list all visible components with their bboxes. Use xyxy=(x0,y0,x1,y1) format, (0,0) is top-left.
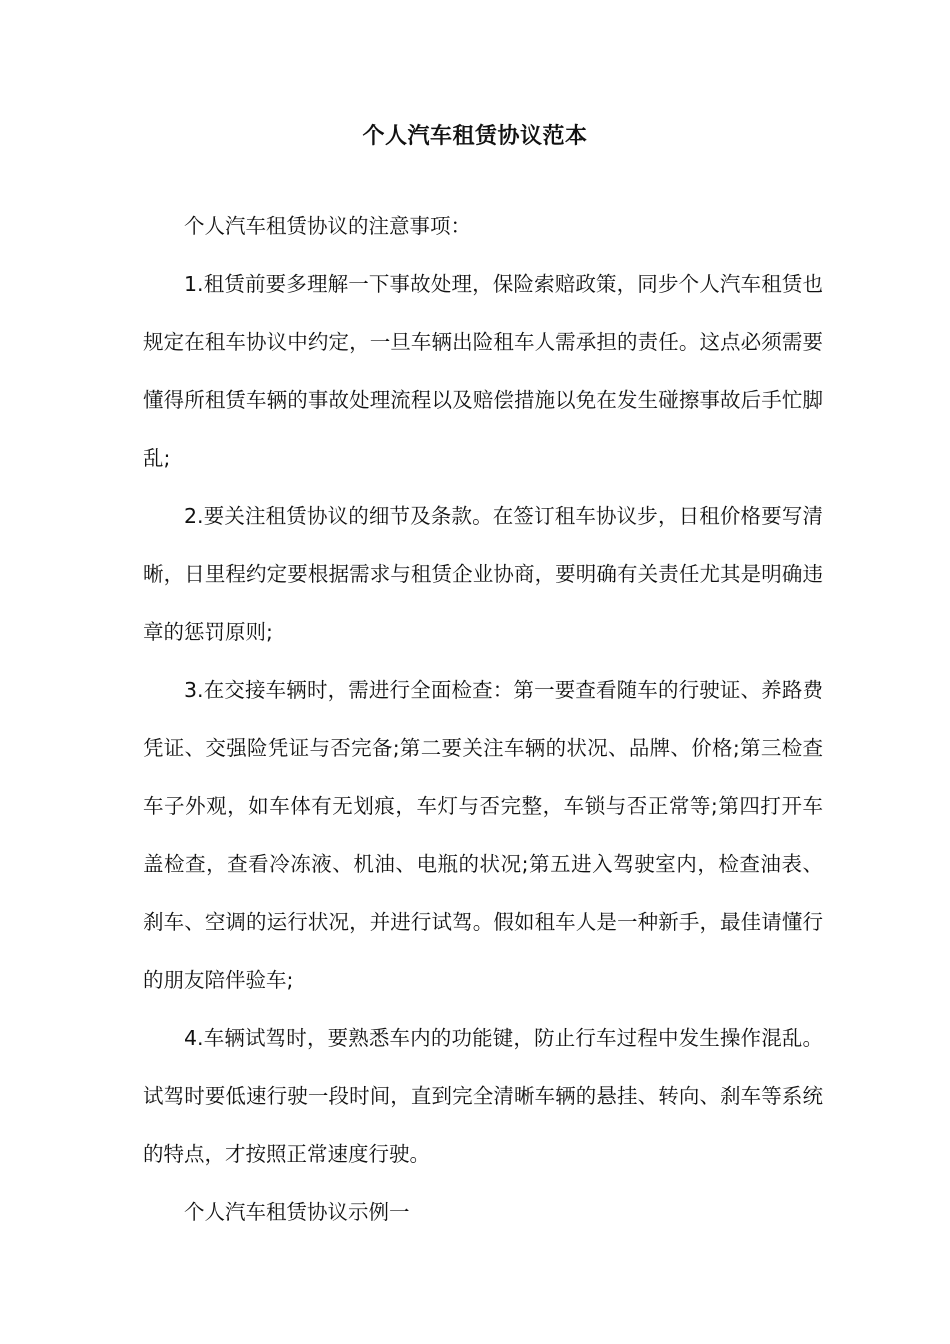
paragraph-item-1: 1.租赁前要多理解一下事故处理，保险索赔政策，同步个人汽车租赁也规定在租车协议中约定，一旦车辆出险租车人需承担的责任。这点必须需要懂得所租赁车辆的事故处理流程以及赔偿措施以免在发生碰擦事故后手忙脚乱; xyxy=(143,272,823,470)
paragraph-example-heading: 个人汽车租赁协议示例一 xyxy=(184,1200,410,1224)
document-body xyxy=(143,197,823,1241)
paragraph-item-3: 3.在交接车辆时，需进行全面检查：第一要查看随车的行驶证、养路费凭证、交强险凭证与否完备;第二要关注车辆的状况、品牌、价格;第三检查车子外观，如车体有无划痕，车灯与否完整，车锁与否正常等;第四打开车盖检查，查看冷冻液、机油、电瓶的状况;第五进入驾驶室内，检查油表、刹车、空调的运行状况，并进行试驾。假如租车人是一种新手，最佳请懂行的朋友陪伴验车; xyxy=(143,678,823,992)
paragraph-notes-heading: 个人汽车租赁协议的注意事项： xyxy=(184,214,471,238)
document-title: 个人汽车租赁协议范本 xyxy=(362,124,588,149)
paragraph-item-4: 4.车辆试驾时，要熟悉车内的功能键，防止行车过程中发生操作混乱。试驾时要低速行驶一段时间，直到完全清晰车辆的悬挂、转向、刹车等系统的特点，才按照正常速度行驶。 xyxy=(143,1026,823,1166)
paragraph-item-2: 2.要关注租赁协议的细节及条款。在签订租车协议步，日租价格要写清晰，日里程约定要根据需求与租赁企业协商，要明确有关责任尤其是明确违章的惩罚原则; xyxy=(143,504,823,644)
